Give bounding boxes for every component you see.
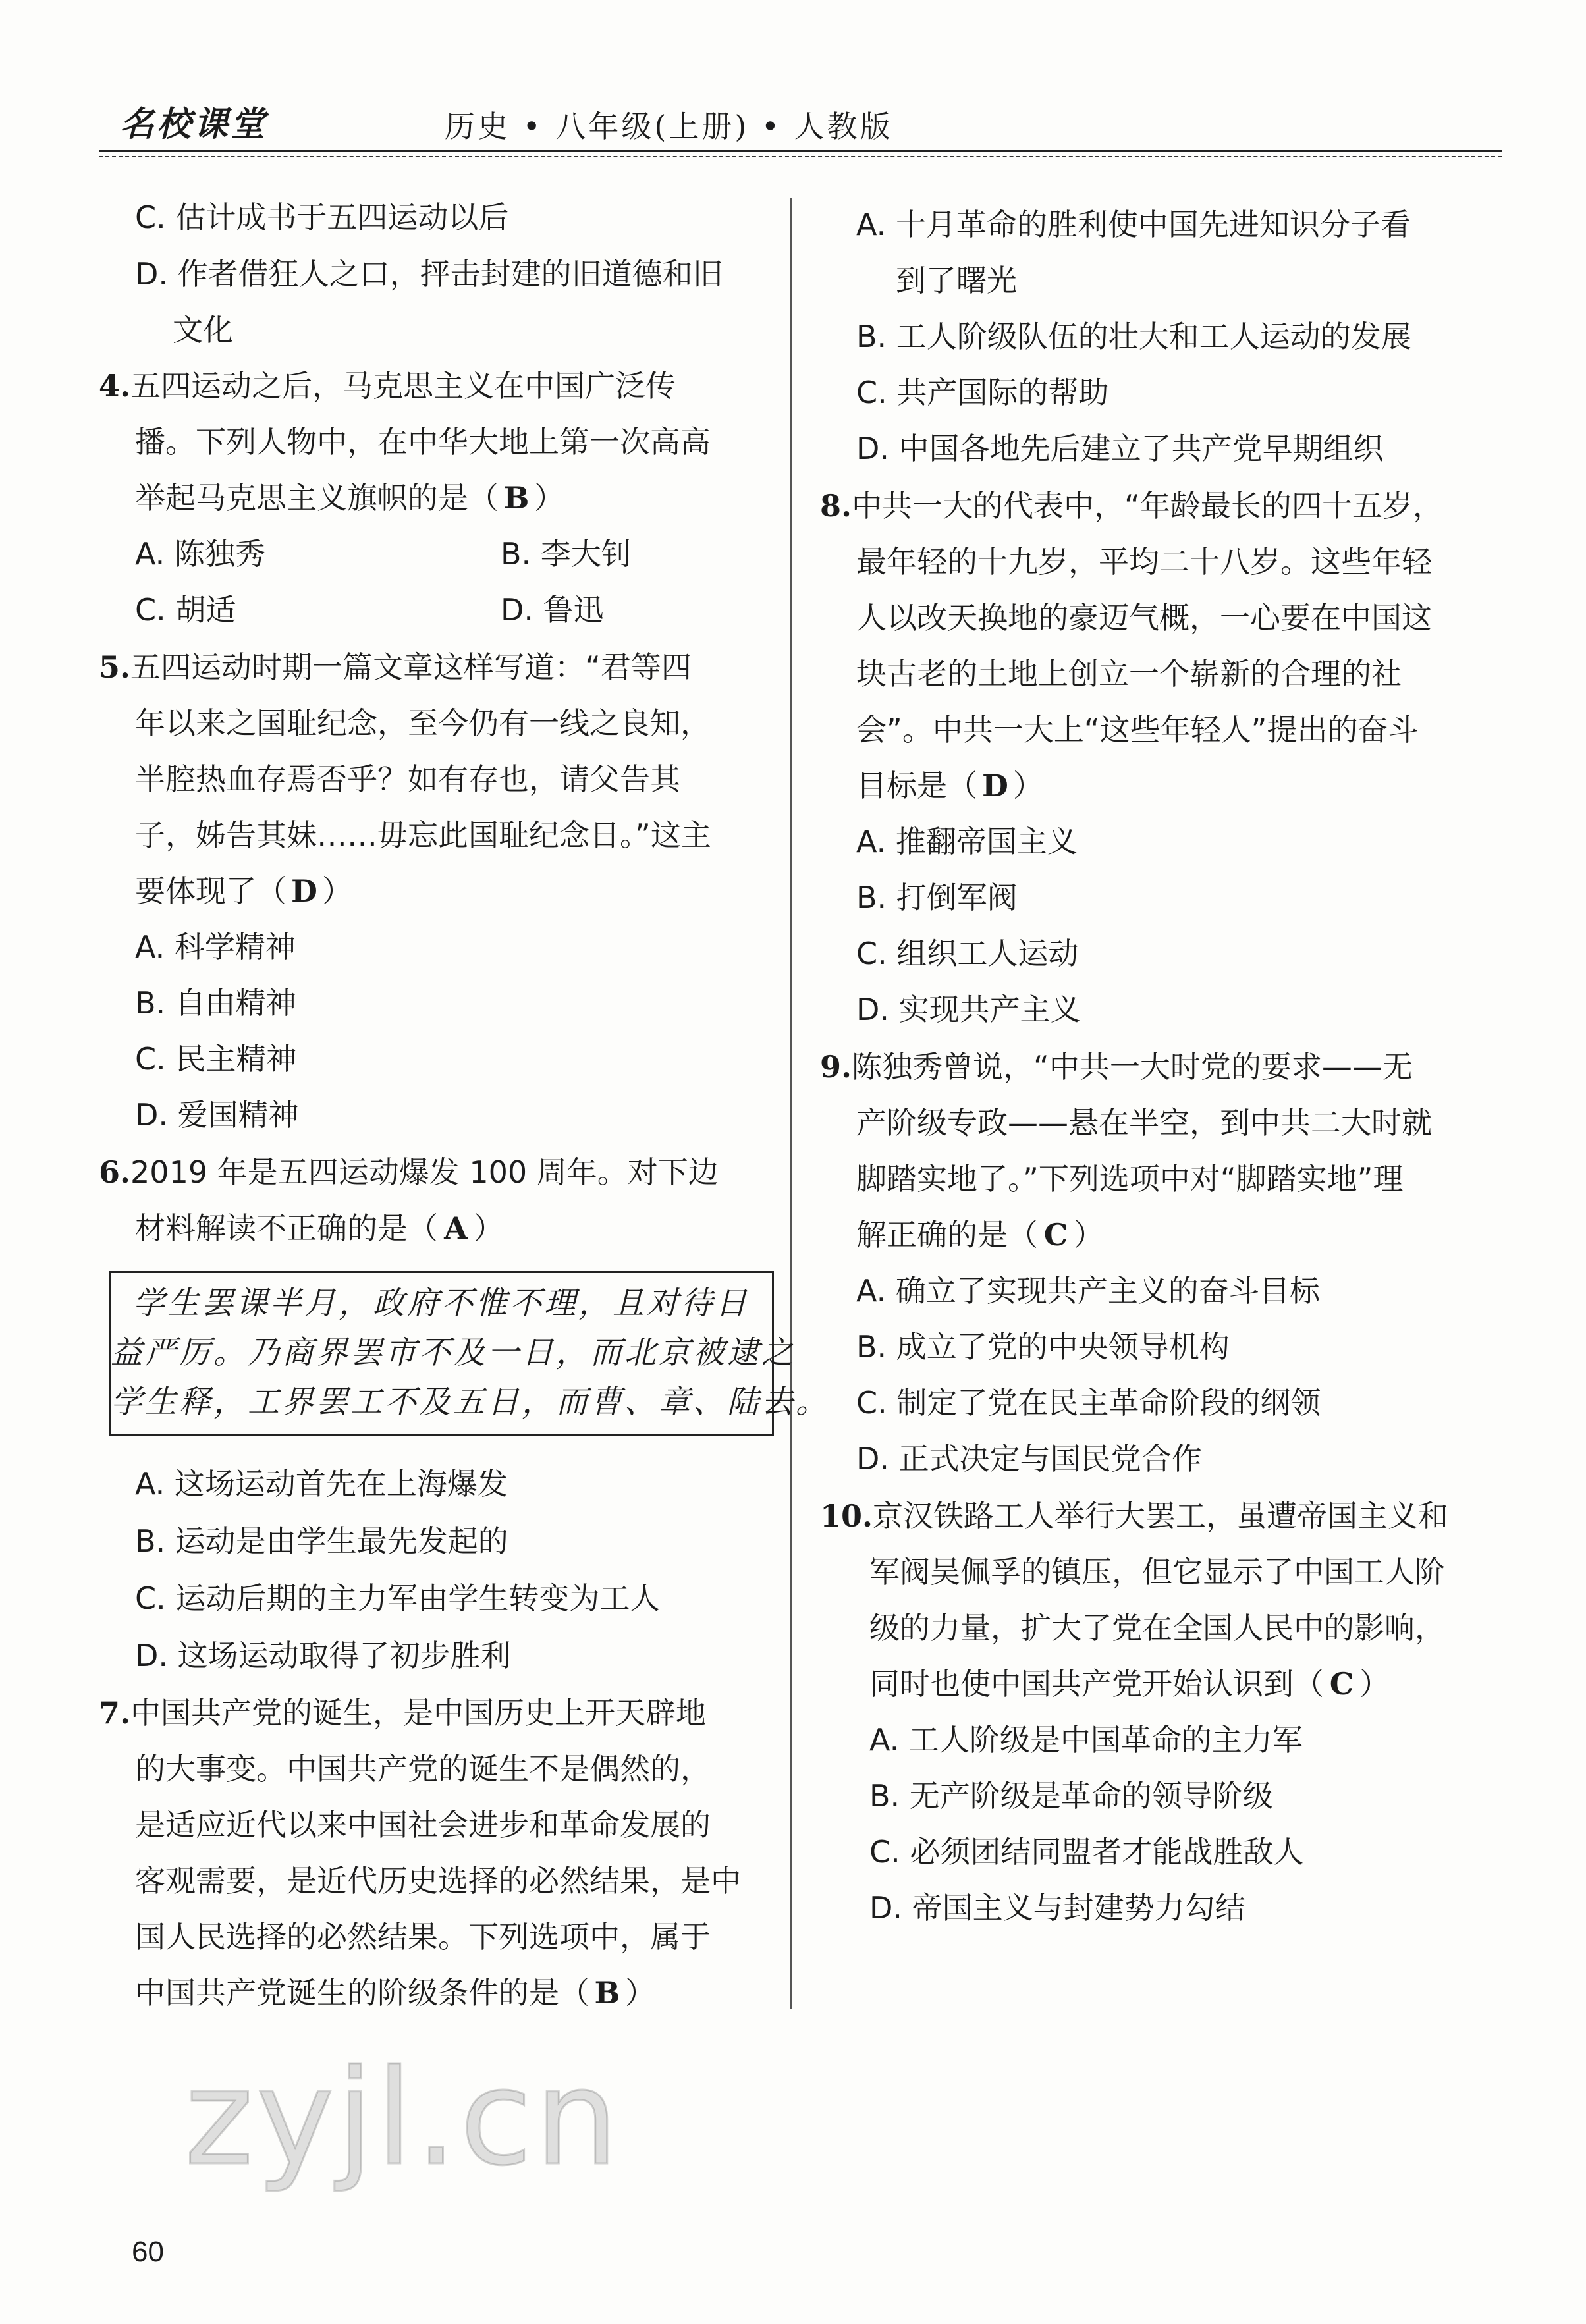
q10-paren-close: ） [1359, 1666, 1390, 1702]
q4-stem [99, 368, 676, 404]
q6-option-c: C. 运动后期的主力军由学生转变为工人 [135, 1581, 661, 1616]
q10-number: 10. [820, 1498, 873, 1534]
q5-answer: D [291, 873, 317, 909]
q6-text-2 [135, 1210, 504, 1246]
q10-text-1: 京汉铁路工人举行大罢工，虽遭帝国主义和 [873, 1498, 1449, 1534]
q8-text-3: 人以改天换地的豪迈气概，一心要在中国这 [856, 600, 1432, 635]
q8-text-5: 会”。中共一大上“这些年轻人”提出的奋斗 [856, 712, 1419, 747]
q7-option-b: B. 工人阶级队伍的壮大和工人运动的发展 [856, 319, 1411, 354]
q10-answer: C [1329, 1666, 1354, 1702]
q6-paren-close: ） [474, 1210, 504, 1246]
q9-option-d: D. 正式决定与国民党合作 [856, 1441, 1202, 1476]
q8-text-1: 中共一大的代表中，“年龄最长的四十五岁， [852, 488, 1443, 524]
q8-text-2: 最年轻的十九岁，平均二十八岁。这些年轻 [856, 544, 1432, 580]
q4-option-a: A. 陈独秀 [135, 536, 265, 572]
q10-text-4-body: 同时也使中国共产党开始认识到（ [869, 1666, 1324, 1702]
q6-option-a: A. 这场运动首先在上海爆发 [135, 1466, 508, 1501]
q6-quote-line-3: 学生释，工界罢工不及五日，而曹、章、陆去。 [111, 1384, 831, 1420]
q5-option-b: B. 自由精神 [135, 985, 296, 1021]
q4-answer: B [503, 480, 530, 516]
q10-text-2: 军阀吴佩孚的镇压，但它显示了中国工人阶 [869, 1554, 1445, 1590]
q6-quote-box [109, 1271, 831, 1436]
q7-option-d: D. 中国各地先后建立了共产党早期组织 [856, 431, 1384, 466]
q7-text-3: 是适应近代以来中国社会进步和革命发展的 [135, 1807, 711, 1843]
q10-text-3: 级的力量，扩大了党在全国人民中的影响， [869, 1610, 1445, 1646]
q7-number: 7. [99, 1695, 131, 1731]
q6-option-d: D. 这场运动取得了初步胜利 [135, 1638, 511, 1673]
q6-text-2-body: 材料解读不正确的是（ [135, 1210, 438, 1246]
q7-text-6-body: 中国共产党诞生的阶级条件的是（ [135, 1975, 589, 2011]
page-number: 60 [132, 2236, 164, 2268]
q9-text-3: 脚踏实地了。”下列选项中对“脚踏实地”理 [856, 1161, 1404, 1197]
q8-stem [820, 488, 1443, 524]
q9-option-b: B. 成立了党的中央领导机构 [856, 1329, 1230, 1365]
q8-text-6 [856, 770, 1043, 801]
q5-option-d: D. 爱国精神 [135, 1097, 299, 1133]
q3-option-d: D. 作者借狂人之口，抨击封建的旧道德和旧 [135, 256, 723, 292]
q5-number: 5. [99, 649, 131, 685]
q8-option-b: B. 打倒军阀 [856, 880, 1018, 915]
q6-option-b: B. 运动是由学生最先发起的 [135, 1523, 508, 1559]
q4-option-d: D. 鲁迅 [501, 592, 604, 628]
q8-text-4: 块古老的土地上创立一个崭新的合理的社 [856, 656, 1402, 691]
q7-paren-close: ） [625, 1975, 655, 2011]
q5-text-1: 五四运动时期一篇文章这样写道：“君等四 [130, 649, 692, 685]
q5-text-3: 半腔热血存焉否乎？如有存也，请父告其 [135, 761, 680, 797]
q9-text-2: 产阶级专政——悬在半空，到中共二大时就 [856, 1105, 1432, 1141]
q5-paren-close: ） [322, 873, 352, 909]
q9-option-a: A. 确立了实现共产主义的奋斗目标 [856, 1273, 1320, 1309]
q4-option-c: C. 胡适 [135, 592, 236, 628]
q7-option-a: A. 十月革命的胜利使中国先进知识分子看 [856, 207, 1411, 242]
q8-option-d: D. 实现共产主义 [856, 992, 1081, 1027]
q5-stem [99, 649, 692, 685]
q10-text-4 [869, 1666, 1390, 1702]
q7-text-1: 中国共产党的诞生，是中国历史上开天辟地 [130, 1695, 707, 1731]
q9-paren-close: ） [1074, 1217, 1104, 1253]
q10-stem [820, 1498, 1449, 1534]
q9-option-c: C. 制定了党在民主革命阶段的纲领 [856, 1385, 1321, 1420]
watermark: zyjl.cn [184, 2041, 621, 2195]
q4-text-2: 播。下列人物中，在中华大地上第一次高高 [135, 424, 711, 460]
q5-text-5-body: 要体现了（ [135, 873, 287, 909]
q9-stem [820, 1049, 1413, 1085]
page-header [99, 92, 1502, 151]
q7-text-2: 的大事变。中国共产党的诞生不是偶然的， [135, 1751, 711, 1787]
q3-option-c: C. 估计成书于五四运动以后 [135, 200, 509, 235]
q6-stem [99, 1154, 719, 1190]
q9-answer: C [1043, 1217, 1068, 1253]
q9-number: 9. [820, 1049, 852, 1085]
q4-text-3-body: 举起马克思主义旗帜的是（ [135, 480, 499, 516]
q5-text-4: 子，姊告其妹……毋忘此国耻纪念日。”这主 [135, 817, 711, 853]
q7-option-c: C. 共产国际的帮助 [856, 375, 1109, 410]
q10-option-c: C. 必须团结同盟者才能战胜敌人 [869, 1834, 1304, 1870]
q9-text-1: 陈独秀曾说，“中共一大时党的要求——无 [852, 1049, 1413, 1085]
column-divider [790, 198, 792, 2009]
q10-option-a: A. 工人阶级是中国革命的主力军 [869, 1722, 1303, 1758]
header-dashed-rule [99, 156, 1502, 157]
book-title: 历史 • 八年级(上册) • 人教版 [445, 109, 893, 144]
q7-stem [99, 1695, 707, 1731]
q8-number: 8. [820, 488, 852, 524]
q7-text-5: 国人民选择的必然结果。下列选项中，属于 [135, 1919, 711, 1955]
brand-logo: 名校课堂 [120, 104, 268, 144]
q4-text-1: 五四运动之后，马克思主义在中国广泛传 [130, 368, 676, 404]
q7-text-4: 客观需要，是近代历史选择的必然结果，是中 [135, 1863, 741, 1899]
q9-text-4-body: 解正确的是（ [856, 1217, 1038, 1253]
q6-answer: A [444, 1210, 468, 1246]
q5-text-5 [135, 873, 352, 909]
q10-option-b: B. 无产阶级是革命的领导阶级 [869, 1778, 1273, 1814]
q5-option-c: C. 民主精神 [135, 1041, 297, 1077]
q8-text-6-body: 目标是（ [856, 768, 977, 803]
q5-option-a: A. 科学精神 [135, 929, 296, 965]
q5-text-2: 年以来之国耻纪念，至今仍有一线之良知， [135, 705, 711, 741]
q8-option-c: C. 组织工人运动 [856, 936, 1079, 971]
q4-text-3 [135, 480, 564, 516]
q3-option-d-cont: 文化 [173, 312, 233, 348]
q6-text-1: 2019 年是五四运动爆发 100 周年。对下边 [130, 1154, 719, 1190]
q10-option-d: D. 帝国主义与封建势力勾结 [869, 1890, 1245, 1926]
q9-text-4 [856, 1217, 1104, 1253]
q6-number: 6. [99, 1154, 131, 1190]
q7-text-6 [135, 1975, 655, 2011]
q8-option-a: A. 推翻帝国主义 [856, 824, 1078, 859]
q4-paren-close: ） [534, 480, 564, 516]
q8-paren-close: ） [1013, 768, 1043, 803]
q6-quote-line-1: 学生罢课半月，政府不惟不理，且对待日 [132, 1285, 750, 1322]
q8-answer: D [982, 768, 1008, 803]
q7-option-a-cont: 到了曙光 [896, 263, 1017, 298]
q6-quote-line-2: 益严厉。乃商界罢市不及一日，而北京被逮之 [111, 1334, 796, 1371]
q4-option-b: B. 李大钊 [501, 536, 632, 572]
header-rule [99, 150, 1502, 152]
q4-number: 4. [99, 368, 131, 404]
q7-answer: B [594, 1975, 620, 2011]
